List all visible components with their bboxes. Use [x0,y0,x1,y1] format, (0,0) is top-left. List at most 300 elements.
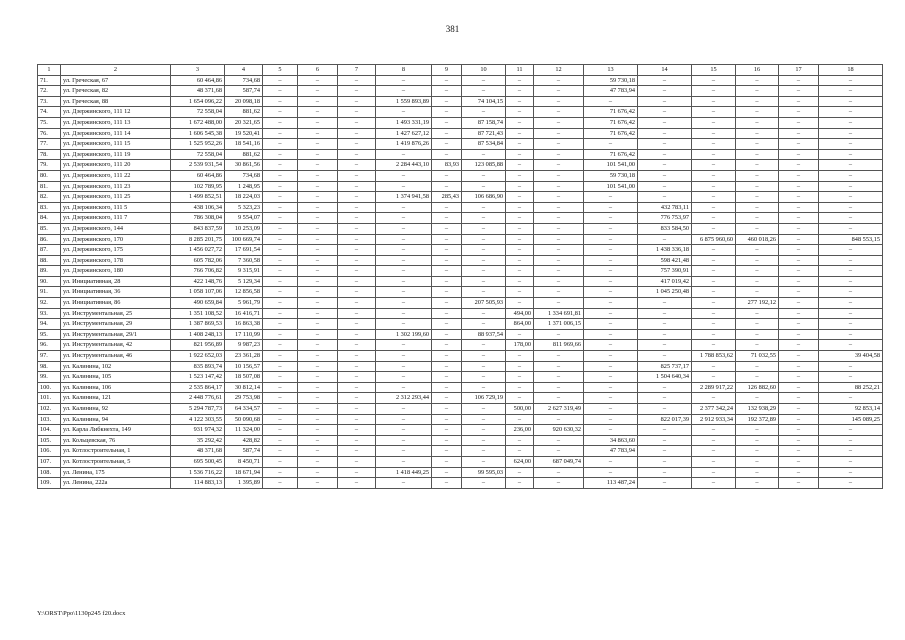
value-cell: 10 253,09 [225,223,263,234]
table-row [38,467,883,478]
value-cell: – [263,86,298,97]
value-cell: – [819,96,883,107]
row-number-cell: 95. [38,329,61,340]
value-cell: – [263,287,298,298]
value-cell: – [506,160,534,171]
value-cell: – [819,139,883,150]
value-cell: – [736,139,779,150]
value-cell: – [779,425,819,436]
value-cell: – [819,298,883,309]
value-cell: 12 856,58 [225,287,263,298]
value-cell: – [298,128,338,139]
value-cell: 438 106,34 [171,202,225,213]
value-cell: – [432,86,462,97]
value-cell: 811 969,66 [534,340,584,351]
value-cell: – [819,276,883,287]
value-cell: – [432,149,462,160]
value-cell: – [736,86,779,97]
row-number-cell: 74. [38,107,61,118]
value-cell: – [462,107,506,118]
value-cell: – [819,329,883,340]
value-cell: – [298,446,338,457]
row-number-cell: 102. [38,404,61,415]
value-cell: – [534,202,584,213]
value-cell: – [432,128,462,139]
value-cell: – [432,425,462,436]
value-cell: – [432,382,462,393]
value-cell: – [462,149,506,160]
row-number-cell: 108. [38,467,61,478]
value-cell: 1 395,89 [225,478,263,489]
value-cell: – [338,340,376,351]
value-cell: – [462,213,506,224]
value-cell: – [506,75,534,86]
address-cell: ул. Греческая, 82 [61,86,171,97]
value-cell: – [506,266,534,277]
value-cell: 59 730,18 [584,75,638,86]
value-cell: – [263,234,298,245]
value-cell: – [692,149,736,160]
value-cell: – [736,287,779,298]
value-cell: 931 974,32 [171,425,225,436]
value-cell: 74 104,15 [462,96,506,107]
value-cell: – [263,467,298,478]
value-cell: – [534,351,584,362]
table-row [38,181,883,192]
value-cell: – [432,414,462,425]
value-cell: 843 837,59 [171,223,225,234]
value-cell: – [298,223,338,234]
value-cell: – [263,139,298,150]
value-cell: – [506,107,534,118]
row-number-cell: 79. [38,160,61,171]
value-cell: – [779,86,819,97]
value-cell: 825 737,17 [638,361,692,372]
value-cell: – [779,234,819,245]
value-cell: – [263,456,298,467]
value-cell: – [638,234,692,245]
value-cell: – [432,287,462,298]
value-cell: 835 893,74 [171,361,225,372]
value-cell: 881,62 [225,107,263,118]
value-cell: – [506,96,534,107]
address-cell: ул. Инициативная, 86 [61,298,171,309]
value-cell: – [736,446,779,457]
value-cell: – [638,86,692,97]
value-cell: – [338,435,376,446]
value-cell: – [506,234,534,245]
table-row [38,192,883,203]
value-cell: – [692,340,736,351]
value-cell: – [298,96,338,107]
value-cell: – [263,340,298,351]
value-cell: – [638,128,692,139]
value-cell: – [779,435,819,446]
value-cell: – [263,308,298,319]
value-cell: – [819,128,883,139]
value-cell: – [263,393,298,404]
value-cell: 60 464,86 [171,75,225,86]
value-cell: – [462,425,506,436]
value-cell: – [638,393,692,404]
value-cell: 101 541,00 [584,181,638,192]
value-cell: 8 285 201,75 [171,234,225,245]
header-cell: 18 [819,65,883,76]
address-cell: ул. Дзержинского, 111 19 [61,149,171,160]
value-cell: – [376,287,432,298]
value-cell: 822 017,39 [638,414,692,425]
address-cell: ул. Калинина, 106 [61,382,171,393]
value-cell: – [506,128,534,139]
value-cell: – [692,372,736,383]
value-cell: – [338,319,376,330]
value-cell: – [779,223,819,234]
value-cell: 34 863,60 [584,435,638,446]
value-cell: – [534,435,584,446]
value-cell: – [819,223,883,234]
value-cell: 1 334 691,81 [534,308,584,319]
value-cell: – [736,308,779,319]
value-cell: – [534,414,584,425]
value-cell: – [506,382,534,393]
value-cell: – [338,223,376,234]
value-cell: – [584,467,638,478]
value-cell: – [298,372,338,383]
address-cell: ул. Дзержинского, 111 22 [61,170,171,181]
value-cell: – [338,75,376,86]
data-table [37,64,883,489]
value-cell: – [534,86,584,97]
table-header-row [38,65,883,76]
value-cell: – [263,202,298,213]
value-cell: – [534,75,584,86]
value-cell: 695 500,45 [171,456,225,467]
value-cell: – [462,86,506,97]
row-number-cell: 75. [38,117,61,128]
value-cell: – [338,425,376,436]
table-row [38,128,883,139]
value-cell: – [779,192,819,203]
address-cell: ул. Дзержинского, 111 7 [61,213,171,224]
value-cell: – [506,170,534,181]
value-cell: – [692,128,736,139]
value-cell: – [534,298,584,309]
value-cell: – [376,446,432,457]
value-cell: – [506,86,534,97]
value-cell: – [692,86,736,97]
value-cell: – [736,149,779,160]
value-cell: – [298,425,338,436]
value-cell: – [534,117,584,128]
value-cell: – [298,298,338,309]
value-cell: – [584,202,638,213]
value-cell: 598 421,48 [638,255,692,266]
value-cell: 1 606 545,38 [171,128,225,139]
value-cell: – [584,276,638,287]
value-cell: 1 672 488,00 [171,117,225,128]
header-cell: 6 [298,65,338,76]
value-cell: – [779,117,819,128]
value-cell: 1 302 199,60 [376,329,432,340]
value-cell: – [432,107,462,118]
value-cell: 59 730,18 [584,170,638,181]
value-cell: – [376,425,432,436]
value-cell: – [584,425,638,436]
address-cell: ул. Дзержинского, 111 25 [61,192,171,203]
table-row [38,245,883,256]
header-cell: 15 [692,65,736,76]
value-cell: 48 371,68 [171,86,225,97]
address-cell: ул. Дзержинского, 175 [61,245,171,256]
value-cell: – [298,414,338,425]
value-cell: – [534,181,584,192]
value-cell: 1 499 852,51 [171,192,225,203]
value-cell: 277 192,12 [736,298,779,309]
value-cell: 422 148,76 [171,276,225,287]
value-cell: – [462,456,506,467]
value-cell: – [432,467,462,478]
table-row [38,456,883,467]
row-number-cell: 78. [38,149,61,160]
value-cell: 1 922 652,03 [171,351,225,362]
value-cell: – [432,213,462,224]
value-cell: – [506,181,534,192]
value-cell: – [779,139,819,150]
value-cell: 6 875 960,60 [692,234,736,245]
value-cell: – [376,75,432,86]
value-cell: – [779,107,819,118]
value-cell: – [338,478,376,489]
value-cell: 2 377 342,24 [692,404,736,415]
value-cell: – [376,478,432,489]
value-cell: – [376,414,432,425]
value-cell: – [779,372,819,383]
value-cell: – [736,213,779,224]
value-cell: – [298,139,338,150]
value-cell: – [584,245,638,256]
value-cell: 9 987,23 [225,340,263,351]
value-cell: – [736,170,779,181]
value-cell: – [263,192,298,203]
header-cell: 2 [61,65,171,76]
value-cell: – [298,86,338,97]
value-cell: 1 654 096,22 [171,96,225,107]
value-cell: 2 284 443,10 [376,160,432,171]
value-cell: – [638,107,692,118]
value-cell: – [779,340,819,351]
value-cell: – [338,467,376,478]
value-cell: – [298,435,338,446]
value-cell: 60 464,86 [171,170,225,181]
value-cell: – [462,404,506,415]
value-cell: 4 122 303,55 [171,414,225,425]
value-cell: 734,68 [225,170,263,181]
header-cell: 1 [38,65,61,76]
address-cell: ул. Ленина, 175 [61,467,171,478]
value-cell: – [819,319,883,330]
value-cell: – [692,266,736,277]
value-cell: 30 812,14 [225,382,263,393]
value-cell: – [506,372,534,383]
value-cell: – [638,96,692,107]
value-cell: 87 534,84 [462,139,506,150]
value-cell: – [432,181,462,192]
value-cell: – [376,435,432,446]
value-cell: – [432,202,462,213]
value-cell: 1 387 869,53 [171,319,225,330]
value-cell: 1 419 876,26 [376,139,432,150]
value-cell: 1 408 248,13 [171,329,225,340]
value-cell: – [263,425,298,436]
value-cell: 500,00 [506,404,534,415]
value-cell: – [298,107,338,118]
value-cell: – [779,202,819,213]
value-cell: – [584,287,638,298]
value-cell: – [819,202,883,213]
value-cell: – [338,298,376,309]
table-row [38,425,883,436]
value-cell: – [819,287,883,298]
value-cell: – [263,149,298,160]
header-cell: 9 [432,65,462,76]
value-cell: – [692,170,736,181]
value-cell: – [432,245,462,256]
value-cell: 734,68 [225,75,263,86]
value-cell: – [263,414,298,425]
page-number: 381 [445,24,460,34]
value-cell: 207 505,93 [462,298,506,309]
value-cell: – [298,287,338,298]
value-cell: 624,00 [506,456,534,467]
address-cell: ул. Дзержинского, 180 [61,266,171,277]
value-cell: 132 938,29 [736,404,779,415]
value-cell: – [462,223,506,234]
value-cell: 920 630,32 [534,425,584,436]
value-cell: – [779,382,819,393]
table-row [38,478,883,489]
value-cell: – [534,160,584,171]
value-cell: – [462,478,506,489]
address-cell: ул. Калинина, 121 [61,393,171,404]
value-cell: – [376,255,432,266]
value-cell: – [692,308,736,319]
value-cell: – [534,192,584,203]
value-cell: – [376,319,432,330]
value-cell: – [819,393,883,404]
row-number-cell: 104. [38,425,61,436]
table-row [38,149,883,160]
value-cell: 432 783,11 [638,202,692,213]
value-cell: – [432,393,462,404]
value-cell: 64 334,57 [225,404,263,415]
header-cell: 16 [736,65,779,76]
value-cell: – [638,139,692,150]
value-cell: – [376,351,432,362]
row-number-cell: 106. [38,446,61,457]
value-cell: – [819,478,883,489]
value-cell: – [584,96,638,107]
value-cell: – [736,181,779,192]
value-cell: 72 558,04 [171,107,225,118]
address-cell: ул. Дзержинского, 111 12 [61,107,171,118]
value-cell: – [736,456,779,467]
row-number-cell: 92. [38,298,61,309]
header-cell: 8 [376,65,432,76]
value-cell: 30 861,56 [225,160,263,171]
value-cell: – [534,107,584,118]
value-cell: – [462,351,506,362]
value-cell: – [736,128,779,139]
value-cell: – [506,435,534,446]
value-cell: – [692,456,736,467]
row-number-cell: 85. [38,223,61,234]
header-cell: 10 [462,65,506,76]
value-cell: – [638,456,692,467]
table-row [38,361,883,372]
row-number-cell: 90. [38,276,61,287]
value-cell: – [819,160,883,171]
value-cell: – [338,160,376,171]
value-cell: – [462,308,506,319]
table-row [38,86,883,97]
value-cell: 5 129,34 [225,276,263,287]
value-cell: 47 783,94 [584,446,638,457]
value-cell: 2 539 931,54 [171,160,225,171]
value-cell: – [692,255,736,266]
value-cell: – [736,361,779,372]
value-cell: – [263,319,298,330]
value-cell: – [692,139,736,150]
value-cell: – [338,245,376,256]
value-cell: – [376,170,432,181]
value-cell: – [298,213,338,224]
value-cell: – [692,361,736,372]
address-cell: ул. Инициативная, 36 [61,287,171,298]
value-cell: – [819,446,883,457]
value-cell: – [506,329,534,340]
value-cell: 1 536 716,22 [171,467,225,478]
value-cell: – [462,234,506,245]
value-cell: – [779,414,819,425]
value-cell: 48 371,68 [171,446,225,457]
value-cell: – [692,319,736,330]
value-cell: 1 525 952,26 [171,139,225,150]
value-cell: – [462,170,506,181]
value-cell: – [432,75,462,86]
value-cell: – [376,382,432,393]
address-cell: ул. Калинина, 105 [61,372,171,383]
value-cell: 460 018,26 [736,234,779,245]
value-cell: – [506,202,534,213]
value-cell: – [534,372,584,383]
value-cell: – [338,414,376,425]
value-cell: 88 252,21 [819,382,883,393]
table-row [38,298,883,309]
value-cell: – [638,75,692,86]
value-cell: – [462,382,506,393]
value-cell: – [263,255,298,266]
value-cell: – [506,117,534,128]
value-cell: – [338,351,376,362]
value-cell: – [692,276,736,287]
value-cell: – [432,170,462,181]
value-cell: – [736,425,779,436]
value-cell: – [779,276,819,287]
value-cell: 2 627 319,49 [534,404,584,415]
value-cell: 47 783,94 [584,86,638,97]
value-cell: 587,74 [225,446,263,457]
value-cell: – [584,234,638,245]
